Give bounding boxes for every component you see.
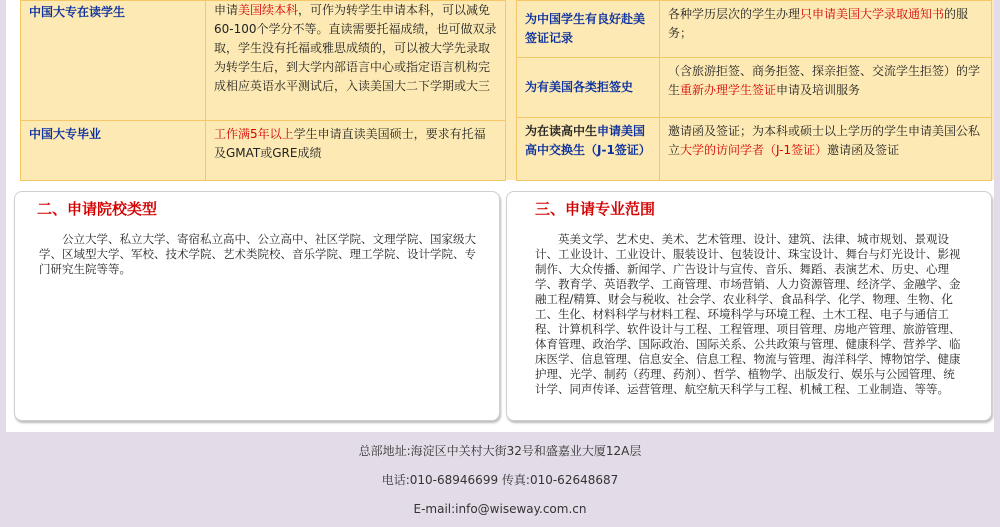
- highlight-text: 大学的访问学者（J-1签证）: [680, 143, 828, 157]
- section-title: 三、申请专业范围: [535, 200, 656, 218]
- row-content: [206, 121, 506, 181]
- school-types-panel: [14, 191, 500, 421]
- section-body: 公立大学、私立大学、寄宿私立高中、公立高中、社区学院、文理学院、国家级大学、区域型大学、军校、技术学院、艺术类院校、音乐学院、理工学院、设计学院、专门研究生院等等。: [39, 232, 476, 276]
- section-body: 英美文学、艺术史、美术、艺术管理、设计、建筑、法律、城市规划、景观设计、工业设计、工业设计、服装设计、包装设计、珠宝设计、舞台与灯光设计、影视制作、大众传播、新闻学、广告设计与宣传、音乐、舞蹈、表演艺术、历史、心理学、教育学、英语教学、工商管理、市场营销、人力资源管理、经济学、金融学、金融工程/精算、财会与税收、社会学、农业科学、食品科学、化学、物理、生物、化工、生化、材料科学与材料工程、环境科学与环境工程、土木工程、电子与通信工程、计算机科学、软件设计与工程、工程管理、项目管理、房地产管理、旅游管理、体育管理、政治学、国际政治、国际关系、公共政策与管理、健康科学、营养学、临床医学、信息管理、信息安全、信息工程、物流与管理、海洋科学、博物馆学、健康护理、光学、制药（药理、药剂）、哲学、植物学、出版发行、娱乐与公园管理、统计学、同声传译、运营管理、航空航天科学与工程、机械工程、工业制造、等等。: [535, 232, 961, 396]
- site-footer: [0, 440, 1000, 527]
- row-content: [660, 118, 992, 181]
- row-content: [660, 58, 992, 118]
- table-row: [517, 1, 992, 58]
- text-run: 各种学历层次的学生办理: [668, 7, 801, 21]
- text-run: ，可作为转学生申请本科，可以减免60-100个学分不等。直读需要托福成绩，也可做双录取，学生没有托福或雅思成绩的，可以被大学先录取为转学生后，到大学内部语言中心或指定语言机构完成相应英语水平测试后，入读美国大二下学期或大三: [214, 3, 497, 93]
- service-tables-area: [20, 0, 994, 180]
- text-run: （含旅游拒签、商务拒签、探亲拒签、交流学生拒签）的学生: [668, 64, 981, 97]
- table-row: [517, 118, 992, 181]
- footer-address: 总部地址:海淀区中关村大街32号和盛嘉业大厦12A层: [358, 444, 642, 458]
- row-label: 中国大专在读学生: [21, 1, 206, 121]
- text-run: 申请及培训服务: [776, 83, 861, 97]
- highlight-text: 美国续本科: [238, 3, 299, 17]
- row-label: 为中国学生有良好赴美签证记录: [517, 1, 660, 58]
- label-emphasis: 申请美国高中交换生（J-1签证）: [525, 124, 651, 157]
- footer-email: E-mail:info@wiseway.com.cn: [413, 502, 587, 516]
- row-label: [517, 118, 660, 181]
- row-label: 为有美国各类拒签史: [517, 58, 660, 118]
- text-run: 的服务；: [668, 7, 969, 40]
- footer-phone: 电话:010-68946699 传真:010-62648687: [381, 473, 619, 487]
- table-row: [21, 121, 506, 181]
- content-frame: [6, 0, 994, 432]
- text-run: 学生申请直读美国硕士，要求有托福及GMAT或GRE成绩: [214, 127, 486, 160]
- row-content: [206, 1, 506, 121]
- row-label: 中国大专毕业: [21, 121, 206, 181]
- right-service-table: [516, 0, 992, 181]
- majors-panel: [506, 191, 992, 421]
- highlight-text: 工作满5年以上: [214, 127, 294, 141]
- left-service-table: [20, 0, 506, 181]
- row-content: [660, 1, 992, 58]
- highlight-text: 重新办理学生签证: [680, 83, 777, 97]
- table-row: [517, 58, 992, 118]
- text-run: 为在读高中生: [525, 124, 598, 138]
- highlight-text: 只申请美国大学录取通知书: [800, 7, 945, 21]
- text-run: 申请: [214, 3, 239, 17]
- section-title: 二、申请院校类型: [37, 200, 158, 218]
- table-row: [21, 1, 506, 121]
- text-run: 邀请函及签证: [827, 143, 900, 157]
- text-run: 邀请函及签证；为本科或硕士以上学历的学生申请美国公私立: [668, 124, 981, 157]
